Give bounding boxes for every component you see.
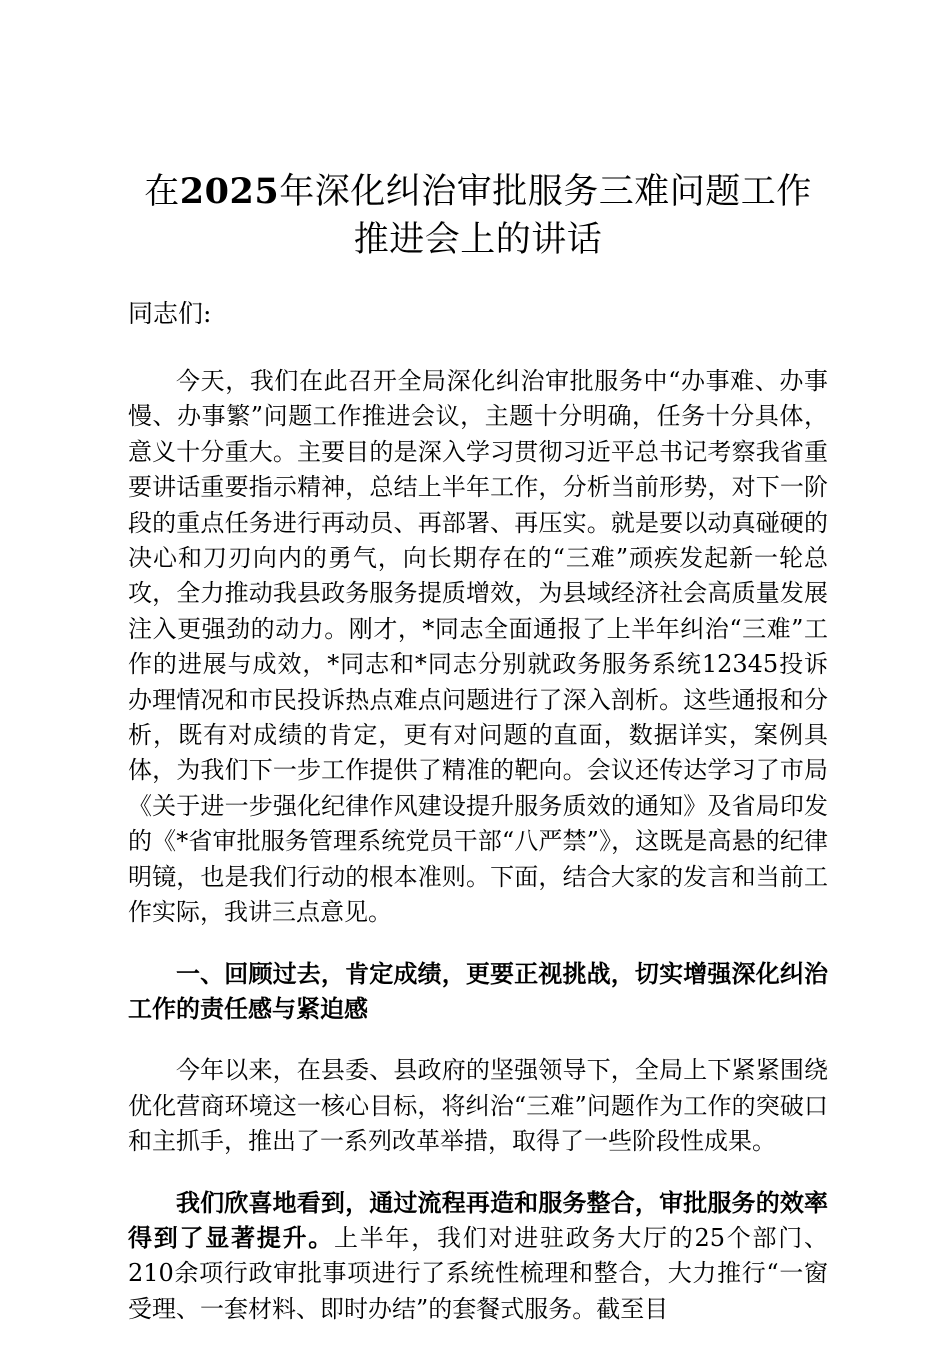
title-year: 2025 (179, 171, 280, 212)
salutation: 同志们: (128, 299, 212, 328)
title-rest: 年深化纠治审批服务三难问题工作推进会上的讲话 (279, 172, 812, 260)
section-1-paragraph-2 (128, 1186, 828, 1328)
paragraph-lead-sentence: 我们欣喜地看到，通过流程再造和服务整合，审批服务的效率得到了显著提升。 (128, 1188, 828, 1252)
section-1-paragraph-1: 今年以来，在县委、县政府的坚强领导下，全局上下紧紧围绕优化营商环境这一核心目标，将纠治“三难”问题作为工作的突破口和主抓手，推出了一系列改革举措，取得了一些阶段性成果。 (128, 1056, 828, 1156)
paragraph-body: 上半年，我们对进驻政务大厅的25个部门、210余项行政审批事项进行了系统性梳理和整合，大力推行“一窗受理、一套材料、即时办结”的套餐式服务。截至目 (128, 1223, 829, 1323)
document-page (128, 168, 828, 1353)
document-title (128, 168, 828, 264)
title-prefix: 在 (144, 172, 180, 212)
section-1-heading: 一、回顾过去，肯定成绩，更要正视挑战，切实增强深化纠治工作的责任感与紧迫感 (128, 959, 828, 1023)
intro-paragraph: 今天，我们在此召开全局深化纠治审批服务中“办事难、办事慢、办事繁”问题工作推进会议，主题十分明确，任务十分具体，意义十分重大。主要目的是深入学习贯彻习近平总书记考察我省重要讲话重要指示精神，总结上半年工作，分析当前形势，对下一阶段的重点任务进行再动员、再部署、再压实。就是要以动真碰硬的决心和刀刃向内的勇气，向长期存在的“三难”顽疾发起新一轮总攻，全力推动我县政务服务提质增效，为县域经济社会高质量发展注入更强劲的动力。刚才，*同志全面通报了上半年纠治“三难”工作的进展与成效，*同志和*同志分别就政务服务系统12345投诉办理情况和市民投诉热点难点问题进行了深入剖析。这些通报和分析，既有对成绩的肯定，更有对问题的直面，数据详实，案例具体，为我们下一步工作提供了精准的靶向。会议还传达学习了市局《关于进一步强化纪律作风建设提升服务质效的通知》及省局印发的《*省审批服务管理系统党员干部“八严禁”》，这既是高悬的纪律明镜，也是我们行动的根本准则。下面，结合大家的发言和当前工作实际，我讲三点意见。 (128, 367, 828, 927)
